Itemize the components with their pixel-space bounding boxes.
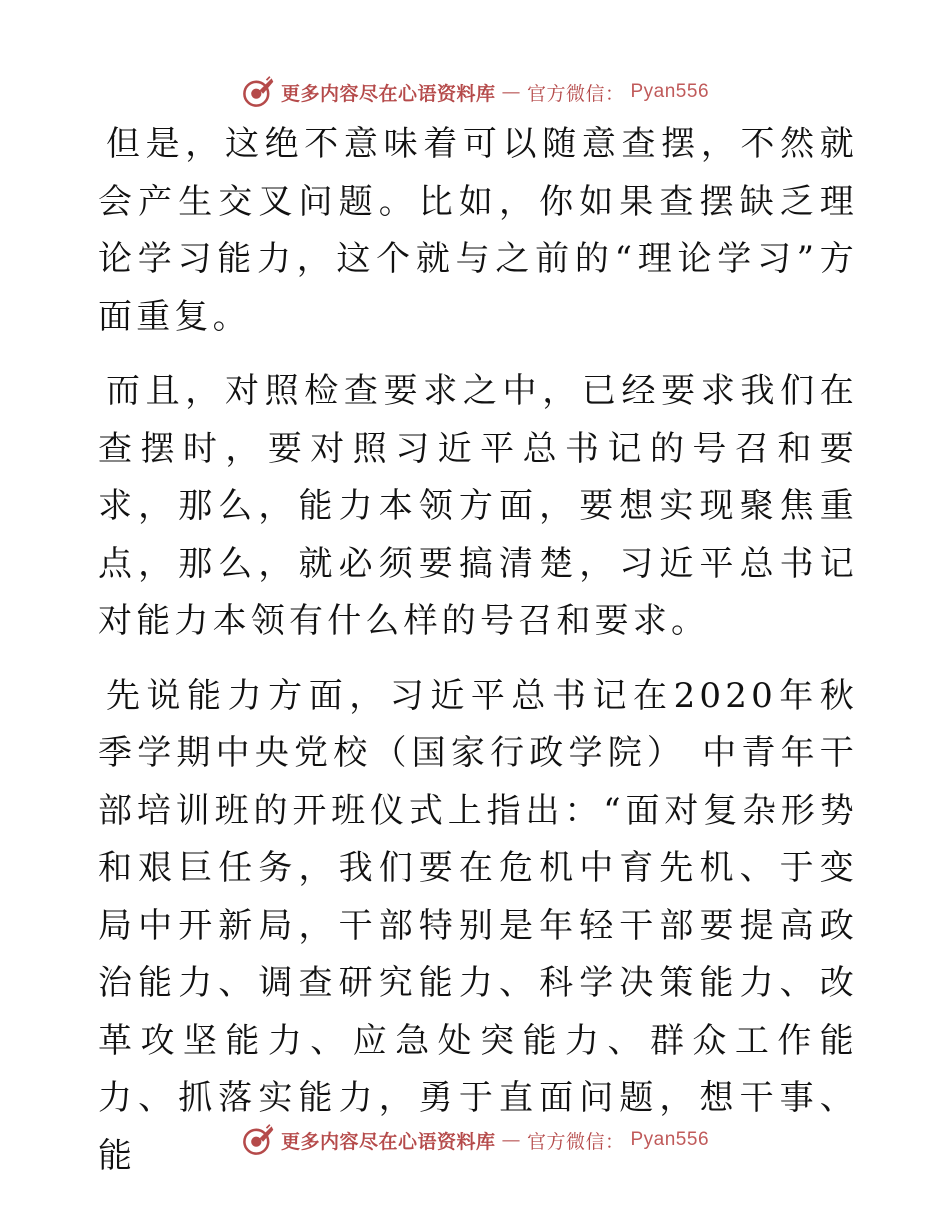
paragraph-1: 但是，这绝不意味着可以随意查摆，不然就会产生交叉问题。比如，你如果查摆缺乏理论学习能力，这个就与之前的“理论学习”方面重复。 [98, 124, 858, 337]
banner-brand-text: 更多内容尽在心语资料库 [280, 82, 496, 105]
footer-banner [0, 1120, 950, 1160]
banner-wechat-id: Pyan556 [630, 81, 710, 102]
banner-brand-text: 更多内容尽在心语资料库 [280, 1130, 496, 1153]
banner-separator: — [501, 81, 521, 103]
pen-nib-logo-icon [241, 75, 275, 109]
pen-nib-logo-icon [241, 1123, 275, 1157]
banner-wechat-id: Pyan556 [630, 1129, 710, 1150]
banner-wechat-label: 官方微信： [526, 1130, 625, 1153]
document-body [98, 116, 858, 1202]
banner-wechat-label: 官方微信： [526, 82, 625, 105]
banner-separator: — [501, 1129, 521, 1151]
paragraph-3: 先说能力方面，习近平总书记在2020年秋季学期中央党校（国家行政学院） 中青年干部培训班的开班仪式上指出：“面对复杂形势和艰巨任务，我们要在危机中育先机、于变局中开新局，干部特别是年轻干部要提高政治能力、调查研究能力、科学决策能力、改革攻坚能力、应急处突能力、群众工作能力、抓落实能力，勇于直面问题，想干事、能 [98, 675, 858, 1176]
paragraph-2: 而且，对照检查要求之中，已经要求我们在查摆时，要对照习近平总书记的号召和要求，那么，能力本领方面，要想实现聚焦重点，那么，就必须要搞清楚，习近平总书记对能力本领有什么样的号召和要求。 [98, 371, 858, 641]
header-banner [0, 72, 950, 112]
